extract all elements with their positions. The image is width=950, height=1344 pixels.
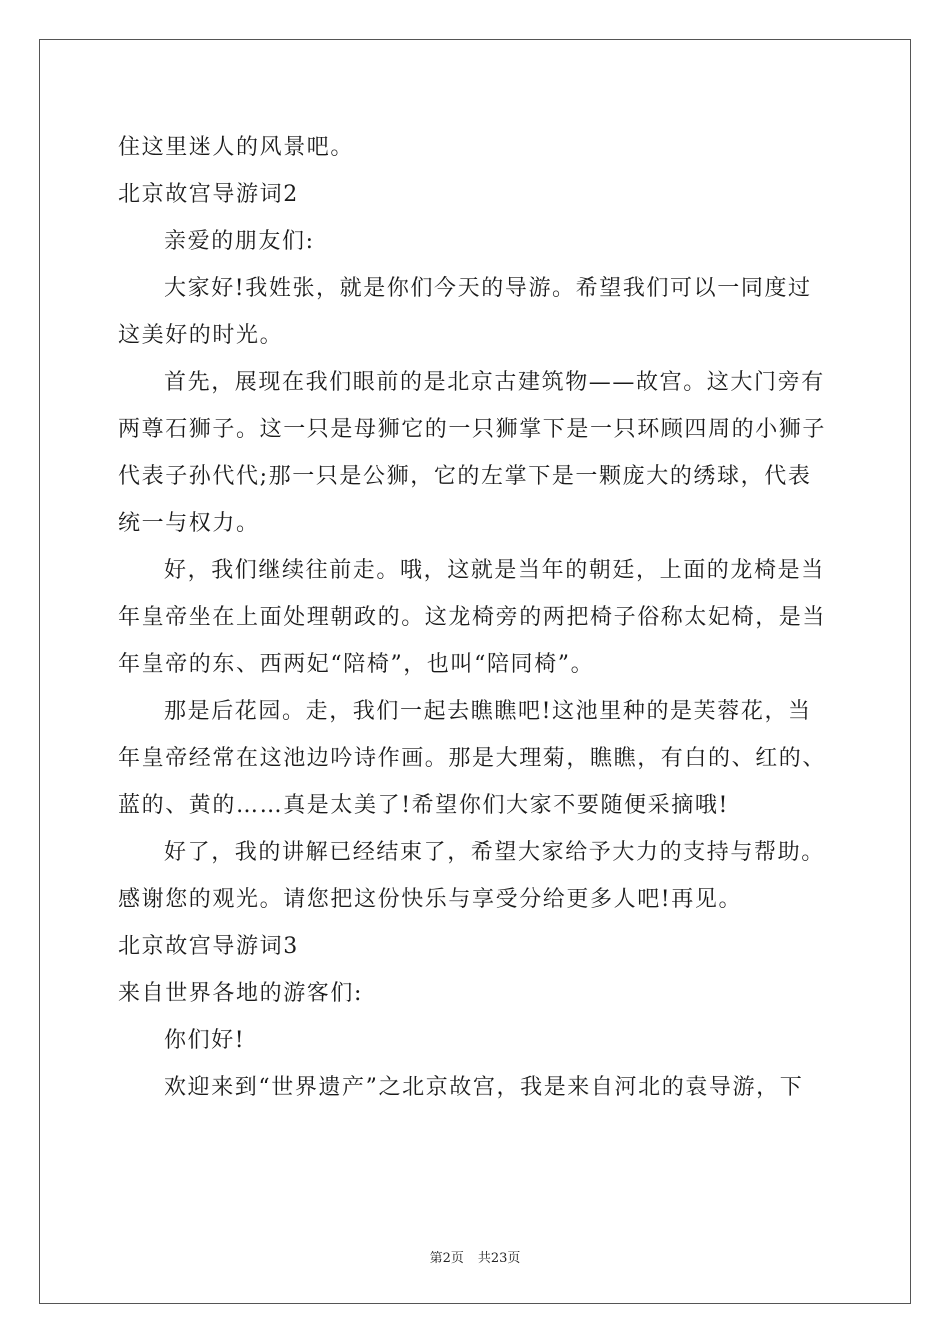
text-line: 好了，我的讲解已经结束了，希望大家给予大力的支持与帮助。 <box>164 840 825 865</box>
text-line: 住这里迷人的风景吧。 <box>118 135 355 160</box>
text-line: 年皇帝坐在上面处理朝政的。这龙椅旁的两把椅子俗称太妃椅，是当 <box>118 605 827 630</box>
text-line: 年皇帝经常在这池边吟诗作画。那是大理菊，瞧瞧，有白的、红的、 <box>118 746 827 771</box>
text-line: 欢迎来到“世界遗产”之北京故宫，我是来自河北的袁导游，下 <box>164 1075 804 1100</box>
text-line: 你们好! <box>164 1028 246 1053</box>
section-heading: 北京故宫导游词2 <box>118 182 299 207</box>
page-total: 共23页 <box>477 1251 521 1266</box>
text-line: 大家好!我姓张，就是你们今天的导游。希望我们可以一同度过 <box>164 276 812 301</box>
document-body <box>118 124 838 1111</box>
section-heading: 北京故宫导游词3 <box>118 934 299 959</box>
text-line: 亲爱的朋友们: <box>164 229 315 254</box>
page-number: 第2页 <box>429 1251 464 1266</box>
text-line: 来自世界各地的游客们: <box>118 981 364 1006</box>
text-line: 感谢您的观光。请您把这份快乐与享受分给更多人吧!再见。 <box>118 887 743 912</box>
text-line: 统一与权力。 <box>118 511 260 536</box>
text-line: 首先，展现在我们眼前的是北京古建筑物——故宫。这大门旁有 <box>164 370 825 395</box>
text-line: 两尊石狮子。这一只是母狮它的一只狮掌下是一只环顾四周的小狮子 <box>118 417 827 442</box>
text-line: 年皇帝的东、西两妃“陪椅”，也叫“陪同椅”。 <box>118 652 595 677</box>
text-line: 好，我们继续往前走。哦，这就是当年的朝廷，上面的龙椅是当 <box>164 558 825 583</box>
text-line: 那是后花园。走，我们一起去瞧瞧吧!这池里种的是芙蓉花，当 <box>164 699 812 724</box>
text-line: 代表子孙代代;那一只是公狮，它的左掌下是一颗庞大的绣球，代表 <box>118 464 812 489</box>
text-line: 蓝的、黄的……真是太美了!希望你们大家不要随便采摘哦! <box>118 793 729 818</box>
page-footer <box>0 1247 950 1266</box>
text-line: 这美好的时光。 <box>118 323 284 348</box>
